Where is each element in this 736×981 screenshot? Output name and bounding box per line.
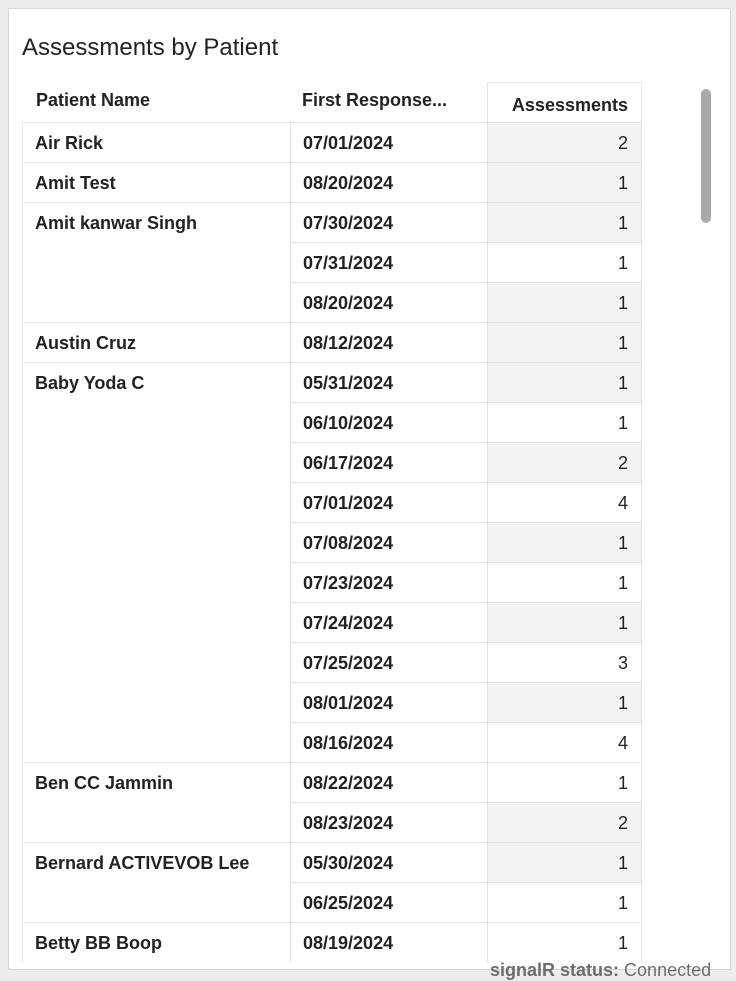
assessments-count-cell: 1 — [487, 602, 642, 642]
first-response-cell: 05/31/2024 — [290, 362, 487, 402]
assessments-count-cell: 4 — [487, 722, 642, 762]
first-response-cell: 08/12/2024 — [290, 322, 487, 362]
assessments-count-cell: 1 — [487, 402, 642, 442]
assessments-count-cell: 1 — [487, 322, 642, 362]
column-header-assessments[interactable]: Assessments — [487, 82, 642, 122]
assessments-count-cell: 1 — [487, 362, 642, 402]
assessments-panel — [8, 8, 731, 970]
first-response-cell: 08/16/2024 — [290, 722, 487, 762]
patient-name-cell: Air Rick — [22, 122, 290, 162]
assessments-count-cell: 1 — [487, 922, 642, 962]
assessments-count-cell: 2 — [487, 442, 642, 482]
signalr-status-label: signalR status: — [490, 960, 620, 980]
first-response-cell: 06/10/2024 — [290, 402, 487, 442]
first-response-cell: 08/22/2024 — [290, 762, 487, 802]
signalr-status — [490, 960, 711, 981]
assessments-count-cell: 1 — [487, 162, 642, 202]
panel-title: Assessments by Patient — [22, 34, 279, 61]
first-response-cell: 06/25/2024 — [290, 882, 487, 922]
first-response-cell: 08/20/2024 — [290, 282, 487, 322]
signalr-status-value: Connected — [624, 960, 712, 980]
first-response-cell: 07/01/2024 — [290, 482, 487, 522]
assessments-count-cell: 1 — [487, 762, 642, 802]
table-body — [22, 122, 642, 962]
patient-name-cell: Betty BB Boop — [22, 922, 290, 962]
first-response-cell: 07/31/2024 — [290, 242, 487, 282]
first-response-cell: 08/20/2024 — [290, 162, 487, 202]
assessments-count-cell: 1 — [487, 202, 642, 242]
column-header-patient-name[interactable]: Patient Name — [36, 90, 151, 110]
first-response-cell: 08/01/2024 — [290, 682, 487, 722]
assessments-count-cell: 2 — [487, 122, 642, 162]
first-response-cell: 08/23/2024 — [290, 802, 487, 842]
patient-name-cell: Amit kanwar Singh — [22, 202, 290, 322]
assessments-count-cell: 1 — [487, 682, 642, 722]
assessments-table[interactable] — [22, 82, 642, 970]
assessments-count-cell: 4 — [487, 482, 642, 522]
patient-name-cell: Ben CC Jammin — [22, 762, 290, 842]
first-response-cell: 07/01/2024 — [290, 122, 487, 162]
first-response-cell: 08/19/2024 — [290, 922, 487, 962]
patient-name-cell: Amit Test — [22, 162, 290, 202]
first-response-cell: 07/30/2024 — [290, 202, 487, 242]
patient-name-cell: Austin Cruz — [22, 322, 290, 362]
assessments-count-cell: 1 — [487, 242, 642, 282]
assessments-count-cell: 1 — [487, 842, 642, 882]
column-header-first-response[interactable]: First Response... — [302, 90, 448, 110]
first-response-cell: 07/08/2024 — [290, 522, 487, 562]
patient-name-cell: Baby Yoda C — [22, 362, 290, 762]
first-response-cell: 07/24/2024 — [290, 602, 487, 642]
first-response-cell: 05/30/2024 — [290, 842, 487, 882]
first-response-cell: 06/17/2024 — [290, 442, 487, 482]
assessments-count-cell: 3 — [487, 642, 642, 682]
assessments-count-cell: 1 — [487, 282, 642, 322]
assessments-count-cell: 2 — [487, 802, 642, 842]
first-response-cell: 07/25/2024 — [290, 642, 487, 682]
patient-name-cell: Bernard ACTIVEVOB Lee — [22, 842, 290, 922]
first-response-cell: 07/23/2024 — [290, 562, 487, 602]
assessments-count-cell: 1 — [487, 522, 642, 562]
vertical-scrollbar[interactable] — [701, 89, 711, 223]
assessments-count-cell: 1 — [487, 562, 642, 602]
assessments-count-cell: 1 — [487, 882, 642, 922]
